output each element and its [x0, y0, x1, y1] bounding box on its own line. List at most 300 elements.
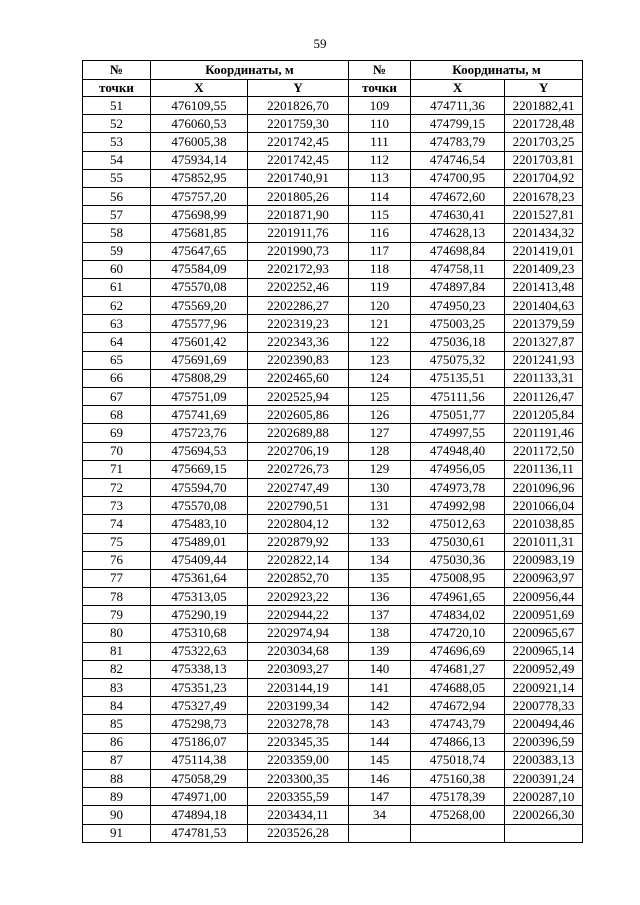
table-row — [83, 515, 583, 533]
table-row — [83, 697, 583, 715]
point-number-left: 57 — [83, 206, 151, 224]
y-coordinate-left: 2201759,30 — [248, 115, 349, 133]
x-coordinate-left: 475694,53 — [151, 442, 248, 460]
point-number-left: 55 — [83, 169, 151, 187]
y-coordinate-left: 2202343,36 — [248, 333, 349, 351]
y-coordinate-right: 2201126,47 — [505, 388, 583, 406]
x-coordinate-right: 475003,25 — [411, 315, 505, 333]
y-coordinate-right: 2201434,32 — [505, 224, 583, 242]
y-coordinate-right: 2200494,46 — [505, 715, 583, 733]
x-coordinate-left: 476005,38 — [151, 133, 248, 151]
x-coordinate-right: 474948,40 — [411, 442, 505, 460]
point-number-right: 144 — [349, 733, 411, 751]
point-number-right: 119 — [349, 278, 411, 296]
x-coordinate-left: 475757,20 — [151, 187, 248, 205]
x-coordinate-right: 474783,79 — [411, 133, 505, 151]
point-number-right: 145 — [349, 751, 411, 769]
y-coordinate-left: 2202974,94 — [248, 624, 349, 642]
point-number-left: 51 — [83, 97, 151, 115]
x-coordinate-left: 475698,99 — [151, 206, 248, 224]
y-coordinate-right: 2200965,14 — [505, 642, 583, 660]
point-number-left: 79 — [83, 606, 151, 624]
x-header-left: X — [151, 80, 248, 97]
table-row — [83, 206, 583, 224]
table-row — [83, 224, 583, 242]
x-coordinate-right: 474950,23 — [411, 297, 505, 315]
table-row — [83, 115, 583, 133]
table-row — [83, 624, 583, 642]
x-coordinate-left: 475058,29 — [151, 769, 248, 787]
point-number-left: 87 — [83, 751, 151, 769]
point-number-left: 91 — [83, 824, 151, 842]
table-row — [83, 769, 583, 787]
table-row — [83, 715, 583, 733]
point-number-left: 81 — [83, 642, 151, 660]
x-coordinate-left: 475723,76 — [151, 424, 248, 442]
point-number-right: 126 — [349, 406, 411, 424]
x-coordinate-right: 474799,15 — [411, 115, 505, 133]
point-number-left: 65 — [83, 351, 151, 369]
y-coordinate-left: 2203434,11 — [248, 806, 349, 824]
point-number-left: 88 — [83, 769, 151, 787]
table-row — [83, 169, 583, 187]
x-coordinate-left: 475489,01 — [151, 533, 248, 551]
y-coordinate-right: 2201882,41 — [505, 97, 583, 115]
point-number-left: 53 — [83, 133, 151, 151]
y-header-left: Y — [248, 80, 349, 97]
y-coordinate-left: 2201911,76 — [248, 224, 349, 242]
y-coordinate-left: 2202390,83 — [248, 351, 349, 369]
y-coordinate-right: 2200983,19 — [505, 551, 583, 569]
point-number-left: 66 — [83, 369, 151, 387]
y-coordinate-left: 2202923,22 — [248, 588, 349, 606]
point-number-header-left: № — [83, 61, 151, 80]
y-coordinate-right: 2200396,59 — [505, 733, 583, 751]
y-coordinate-left: 2202804,12 — [248, 515, 349, 533]
y-coordinate-left: 2202790,51 — [248, 497, 349, 515]
table-row — [83, 660, 583, 678]
x-coordinate-left: 475681,85 — [151, 224, 248, 242]
point-number-right: 139 — [349, 642, 411, 660]
x-coordinate-right: 474672,94 — [411, 697, 505, 715]
x-coordinate-left: 475409,44 — [151, 551, 248, 569]
table-row — [83, 242, 583, 260]
y-coordinate-right: 2200391,24 — [505, 769, 583, 787]
x-coordinate-left: 475601,42 — [151, 333, 248, 351]
point-number-left: 78 — [83, 588, 151, 606]
table-row — [83, 260, 583, 278]
x-coordinate-right: 475160,38 — [411, 769, 505, 787]
point-number-right: 112 — [349, 151, 411, 169]
x-coordinate-left: 475594,70 — [151, 478, 248, 496]
point-number-left: 90 — [83, 806, 151, 824]
point-number-right: 121 — [349, 315, 411, 333]
point-number-right: 130 — [349, 478, 411, 496]
x-coordinate-left: 475647,65 — [151, 242, 248, 260]
point-number-right: 125 — [349, 388, 411, 406]
x-coordinate-right — [411, 824, 505, 842]
y-coordinate-right: 2201327,87 — [505, 333, 583, 351]
point-number-right: 137 — [349, 606, 411, 624]
point-number-right: 147 — [349, 788, 411, 806]
point-number-right: 122 — [349, 333, 411, 351]
x-coordinate-left: 475741,69 — [151, 406, 248, 424]
x-coordinate-right: 474700,95 — [411, 169, 505, 187]
y-coordinate-left: 2202525,94 — [248, 388, 349, 406]
table-row — [83, 679, 583, 697]
x-coordinate-right: 474897,84 — [411, 278, 505, 296]
x-coordinate-right: 475111,56 — [411, 388, 505, 406]
y-coordinate-left: 2202319,23 — [248, 315, 349, 333]
y-coordinate-left: 2201805,26 — [248, 187, 349, 205]
point-number-left: 67 — [83, 388, 151, 406]
y-coordinate-left: 2202879,92 — [248, 533, 349, 551]
y-coordinate-right: 2200266,30 — [505, 806, 583, 824]
point-number-left: 76 — [83, 551, 151, 569]
x-coordinate-right: 474746,54 — [411, 151, 505, 169]
point-number-right: 136 — [349, 588, 411, 606]
y-coordinate-left: 2202689,88 — [248, 424, 349, 442]
x-coordinate-left: 474781,53 — [151, 824, 248, 842]
x-coordinate-right: 474720,10 — [411, 624, 505, 642]
point-number-left: 73 — [83, 497, 151, 515]
y-coordinate-left: 2203359,00 — [248, 751, 349, 769]
x-coordinate-right: 475268,00 — [411, 806, 505, 824]
point-number-right: 118 — [349, 260, 411, 278]
point-number-right — [349, 824, 411, 842]
point-number-left: 86 — [83, 733, 151, 751]
x-coordinate-right: 474992,98 — [411, 497, 505, 515]
x-coordinate-right: 475178,39 — [411, 788, 505, 806]
y-coordinate-right: 2201527,81 — [505, 206, 583, 224]
y-coordinate-right: 2200778,33 — [505, 697, 583, 715]
point-number-left: 58 — [83, 224, 151, 242]
point-number-left: 74 — [83, 515, 151, 533]
x-coordinate-left: 475483,10 — [151, 515, 248, 533]
x-coordinate-right: 474834,02 — [411, 606, 505, 624]
y-coordinate-right: 2200956,44 — [505, 588, 583, 606]
y-coordinate-left: 2201742,45 — [248, 133, 349, 151]
y-coordinate-right: 2200951,69 — [505, 606, 583, 624]
table-row — [83, 751, 583, 769]
point-number-right: 146 — [349, 769, 411, 787]
table-row — [83, 642, 583, 660]
y-coordinate-right: 2200383,13 — [505, 751, 583, 769]
x-coordinate-left: 475570,08 — [151, 497, 248, 515]
y-coordinate-right — [505, 824, 583, 842]
point-number-left: 85 — [83, 715, 151, 733]
x-coordinate-right: 474956,05 — [411, 460, 505, 478]
x-coordinate-left: 475290,19 — [151, 606, 248, 624]
x-coordinate-left: 475669,15 — [151, 460, 248, 478]
x-coordinate-left: 475351,23 — [151, 679, 248, 697]
y-coordinate-right: 2201172,50 — [505, 442, 583, 460]
point-number-right: 135 — [349, 569, 411, 587]
table-row — [83, 369, 583, 387]
y-coordinate-right: 2201703,81 — [505, 151, 583, 169]
x-coordinate-right: 475030,36 — [411, 551, 505, 569]
x-coordinate-right: 475018,74 — [411, 751, 505, 769]
table-row — [83, 497, 583, 515]
y-coordinate-left: 2202286,27 — [248, 297, 349, 315]
table-row — [83, 824, 583, 842]
x-coordinate-left: 475322,63 — [151, 642, 248, 660]
y-header-right: Y — [505, 80, 583, 97]
y-coordinate-right: 2201703,25 — [505, 133, 583, 151]
table-row — [83, 788, 583, 806]
point-number-left: 61 — [83, 278, 151, 296]
y-coordinate-right: 2201096,96 — [505, 478, 583, 496]
point-number-right: 113 — [349, 169, 411, 187]
table-row — [83, 442, 583, 460]
x-coordinate-left: 475934,14 — [151, 151, 248, 169]
header-row-1 — [83, 61, 583, 80]
y-coordinate-left: 2201826,70 — [248, 97, 349, 115]
y-coordinate-left: 2202706,19 — [248, 442, 349, 460]
point-number-left: 54 — [83, 151, 151, 169]
y-coordinate-right: 2201066,04 — [505, 497, 583, 515]
x-coordinate-right: 474743,79 — [411, 715, 505, 733]
y-coordinate-left: 2201990,73 — [248, 242, 349, 260]
table-row — [83, 460, 583, 478]
point-number-right: 140 — [349, 660, 411, 678]
point-number-left: 69 — [83, 424, 151, 442]
y-coordinate-left: 2203093,27 — [248, 660, 349, 678]
point-number-right: 129 — [349, 460, 411, 478]
point-number-left: 62 — [83, 297, 151, 315]
x-coordinate-left: 475852,95 — [151, 169, 248, 187]
point-number-left: 75 — [83, 533, 151, 551]
x-coordinate-left: 474894,18 — [151, 806, 248, 824]
table-row — [83, 606, 583, 624]
y-coordinate-left: 2202252,46 — [248, 278, 349, 296]
point-number-left: 63 — [83, 315, 151, 333]
table-row — [83, 478, 583, 496]
y-coordinate-left: 2201742,45 — [248, 151, 349, 169]
y-coordinate-right: 2201241,93 — [505, 351, 583, 369]
table-row — [83, 406, 583, 424]
table-row — [83, 533, 583, 551]
table-row — [83, 588, 583, 606]
table-row — [83, 569, 583, 587]
x-coordinate-right: 475075,32 — [411, 351, 505, 369]
point-label-right: точки — [349, 80, 411, 97]
x-coordinate-right: 474696,69 — [411, 642, 505, 660]
y-coordinate-right: 2200921,14 — [505, 679, 583, 697]
y-coordinate-left: 2203199,34 — [248, 697, 349, 715]
x-coordinate-left: 475691,69 — [151, 351, 248, 369]
x-coordinate-right: 475051,77 — [411, 406, 505, 424]
y-coordinate-left: 2202172,93 — [248, 260, 349, 278]
x-coordinate-left: 475569,20 — [151, 297, 248, 315]
x-coordinate-right: 475012,63 — [411, 515, 505, 533]
table-row — [83, 151, 583, 169]
point-number-left: 80 — [83, 624, 151, 642]
x-coordinate-right: 474973,78 — [411, 478, 505, 496]
page-number: 59 — [313, 36, 327, 51]
point-number-left: 84 — [83, 697, 151, 715]
point-number-left: 71 — [83, 460, 151, 478]
y-coordinate-right: 2200963,97 — [505, 569, 583, 587]
coordinates-header-left: Координаты, м — [151, 61, 349, 80]
y-coordinate-left: 2202605,86 — [248, 406, 349, 424]
point-number-left: 52 — [83, 115, 151, 133]
point-number-right: 110 — [349, 115, 411, 133]
x-coordinate-left: 475298,73 — [151, 715, 248, 733]
x-coordinate-left: 475361,64 — [151, 569, 248, 587]
x-coordinate-left: 475808,29 — [151, 369, 248, 387]
y-coordinate-right: 2201728,48 — [505, 115, 583, 133]
point-number-left: 72 — [83, 478, 151, 496]
table-row — [83, 133, 583, 151]
point-number-right: 123 — [349, 351, 411, 369]
table-row — [83, 388, 583, 406]
table-row — [83, 333, 583, 351]
y-coordinate-left: 2203526,28 — [248, 824, 349, 842]
point-number-right: 115 — [349, 206, 411, 224]
point-number-right: 128 — [349, 442, 411, 460]
point-number-left: 89 — [83, 788, 151, 806]
y-coordinate-right: 2201419,01 — [505, 242, 583, 260]
y-coordinate-right: 2201133,31 — [505, 369, 583, 387]
point-number-right: 116 — [349, 224, 411, 242]
point-number-left: 77 — [83, 569, 151, 587]
x-coordinate-left: 476109,55 — [151, 97, 248, 115]
point-number-header-right: № — [349, 61, 411, 80]
coordinates-body — [83, 97, 583, 843]
table-row — [83, 424, 583, 442]
point-number-left: 70 — [83, 442, 151, 460]
table-row — [83, 278, 583, 296]
point-number-right: 133 — [349, 533, 411, 551]
point-number-right: 131 — [349, 497, 411, 515]
y-coordinate-left: 2203345,35 — [248, 733, 349, 751]
x-coordinate-left: 475570,08 — [151, 278, 248, 296]
point-number-left: 56 — [83, 187, 151, 205]
x-coordinate-right: 475030,61 — [411, 533, 505, 551]
y-coordinate-right: 2201404,63 — [505, 297, 583, 315]
x-coordinate-left: 475186,07 — [151, 733, 248, 751]
y-coordinate-left: 2202465,60 — [248, 369, 349, 387]
y-coordinate-right: 2201409,23 — [505, 260, 583, 278]
x-coordinate-left: 475313,05 — [151, 588, 248, 606]
table-row — [83, 806, 583, 824]
y-coordinate-left: 2202944,22 — [248, 606, 349, 624]
table-row — [83, 187, 583, 205]
coordinates-table — [82, 60, 583, 843]
x-coordinate-right: 474688,05 — [411, 679, 505, 697]
y-coordinate-right: 2201704,92 — [505, 169, 583, 187]
point-number-right: 109 — [349, 97, 411, 115]
y-coordinate-left: 2203034,68 — [248, 642, 349, 660]
y-coordinate-right: 2201678,23 — [505, 187, 583, 205]
point-number-left: 68 — [83, 406, 151, 424]
y-coordinate-left: 2202726,73 — [248, 460, 349, 478]
x-coordinate-right: 474630,41 — [411, 206, 505, 224]
x-coordinate-right: 474866,13 — [411, 733, 505, 751]
point-number-right: 120 — [349, 297, 411, 315]
y-coordinate-left: 2202852,70 — [248, 569, 349, 587]
header-row-2 — [83, 80, 583, 97]
coordinates-header-right: Координаты, м — [411, 61, 583, 80]
y-coordinate-left: 2203144,19 — [248, 679, 349, 697]
x-coordinate-right: 475008,95 — [411, 569, 505, 587]
point-number-left: 60 — [83, 260, 151, 278]
y-coordinate-right: 2200952,49 — [505, 660, 583, 678]
x-coordinate-right: 475036,18 — [411, 333, 505, 351]
y-coordinate-left: 2203300,35 — [248, 769, 349, 787]
x-coordinate-left: 475114,38 — [151, 751, 248, 769]
point-number-right: 117 — [349, 242, 411, 260]
y-coordinate-left: 2202822,14 — [248, 551, 349, 569]
table-row — [83, 551, 583, 569]
x-coordinate-right: 474681,27 — [411, 660, 505, 678]
point-number-right: 143 — [349, 715, 411, 733]
x-header-right: X — [411, 80, 505, 97]
table-row — [83, 297, 583, 315]
table-row — [83, 351, 583, 369]
point-number-right: 124 — [349, 369, 411, 387]
point-number-right: 34 — [349, 806, 411, 824]
table-row — [83, 97, 583, 115]
x-coordinate-left: 475584,09 — [151, 260, 248, 278]
point-number-right: 134 — [349, 551, 411, 569]
x-coordinate-left: 475751,09 — [151, 388, 248, 406]
y-coordinate-right: 2201011,31 — [505, 533, 583, 551]
x-coordinate-right: 474997,55 — [411, 424, 505, 442]
y-coordinate-left: 2203278,78 — [248, 715, 349, 733]
x-coordinate-right: 474672,60 — [411, 187, 505, 205]
x-coordinate-right: 474711,36 — [411, 97, 505, 115]
y-coordinate-left: 2201740,91 — [248, 169, 349, 187]
point-number-right: 111 — [349, 133, 411, 151]
y-coordinate-right: 2201413,48 — [505, 278, 583, 296]
point-number-right: 132 — [349, 515, 411, 533]
point-number-right: 114 — [349, 187, 411, 205]
x-coordinate-right: 474961,65 — [411, 588, 505, 606]
point-number-right: 138 — [349, 624, 411, 642]
point-label-left: точки — [83, 80, 151, 97]
y-coordinate-right: 2200287,10 — [505, 788, 583, 806]
y-coordinate-left: 2203355,59 — [248, 788, 349, 806]
table-row — [83, 733, 583, 751]
y-coordinate-right: 2201038,85 — [505, 515, 583, 533]
point-number-left: 82 — [83, 660, 151, 678]
point-number-left: 83 — [83, 679, 151, 697]
point-number-right: 127 — [349, 424, 411, 442]
point-number-right: 141 — [349, 679, 411, 697]
y-coordinate-left: 2202747,49 — [248, 478, 349, 496]
y-coordinate-left: 2201871,90 — [248, 206, 349, 224]
x-coordinate-right: 474758,11 — [411, 260, 505, 278]
x-coordinate-right: 475135,51 — [411, 369, 505, 387]
y-coordinate-right: 2201379,59 — [505, 315, 583, 333]
point-number-left: 64 — [83, 333, 151, 351]
x-coordinate-left: 475327,49 — [151, 697, 248, 715]
y-coordinate-right: 2201136,11 — [505, 460, 583, 478]
x-coordinate-left: 476060,53 — [151, 115, 248, 133]
x-coordinate-left: 475310,68 — [151, 624, 248, 642]
x-coordinate-right: 474698,84 — [411, 242, 505, 260]
x-coordinate-left: 475577,96 — [151, 315, 248, 333]
y-coordinate-right: 2201191,46 — [505, 424, 583, 442]
y-coordinate-right: 2201205,84 — [505, 406, 583, 424]
x-coordinate-left: 475338,13 — [151, 660, 248, 678]
point-number-left: 59 — [83, 242, 151, 260]
x-coordinate-right: 474628,13 — [411, 224, 505, 242]
point-number-right: 142 — [349, 697, 411, 715]
y-coordinate-right: 2200965,67 — [505, 624, 583, 642]
